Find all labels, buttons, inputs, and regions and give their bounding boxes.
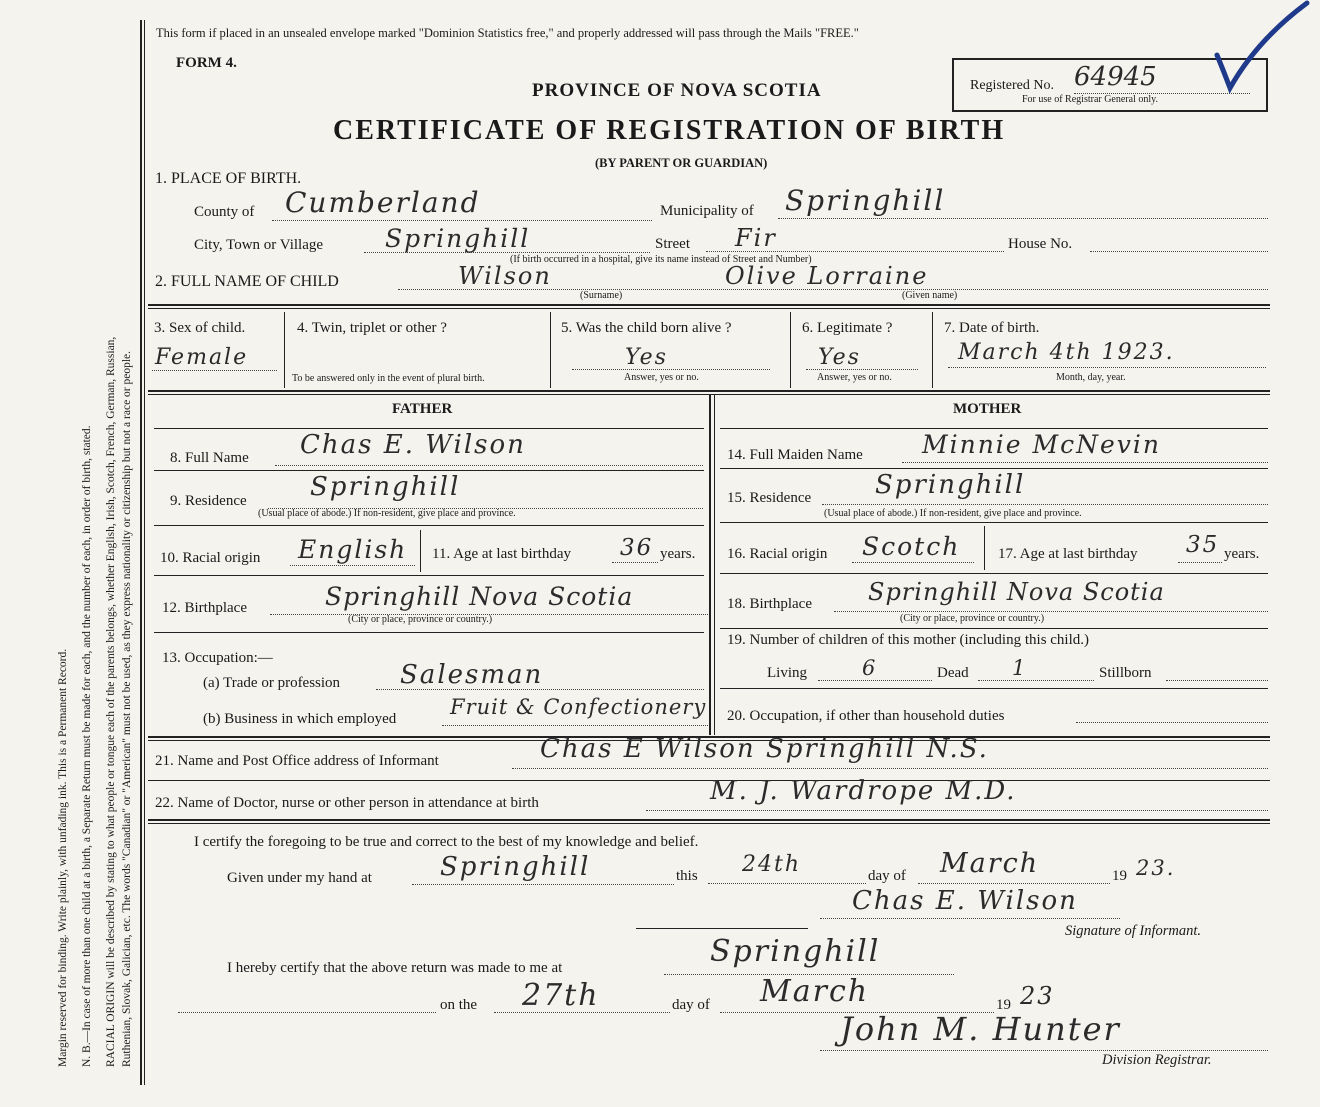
- stillborn-label: Stillborn: [1099, 665, 1152, 681]
- child-name-label: 2. FULL NAME OF CHILD: [155, 273, 339, 290]
- father-residence-label: 9. Residence: [170, 493, 247, 509]
- informant-signature-caption: Signature of Informant.: [1065, 923, 1202, 939]
- legitimate-caption: Answer, yes or no.: [817, 372, 892, 383]
- hospital-note: (If birth occurred in a hospital, give its name instead of Street and Number): [510, 254, 812, 265]
- father-birthplace-caption: (City or place, province or country.): [348, 614, 493, 625]
- side-margin-line-4: Ruthenian, Slovak, Galician, etc. The words "Canadian" or "American" must not be used, as they express nationality or citizenship but not a race or people.: [121, 350, 133, 1067]
- registered-label: Registered No.: [970, 78, 1054, 93]
- given-year-value: 23.: [1136, 856, 1176, 880]
- dead-label: Dead: [937, 665, 969, 681]
- father-trade-label: (a) Trade or profession: [203, 675, 341, 691]
- municipality-value: Springhill: [785, 184, 946, 217]
- province-heading: PROVINCE OF NOVA SCOTIA: [532, 80, 822, 101]
- sex-value: Female: [155, 345, 249, 370]
- check-mark-icon: [1212, 0, 1312, 95]
- registrar-on-the-label: on the: [440, 997, 478, 1013]
- mother-racial-origin-value: Scotch: [862, 532, 961, 561]
- informant-label: 21. Name and Post Office address of Informant: [155, 753, 439, 769]
- mother-age-value: 35: [1186, 532, 1220, 558]
- form-left-border-inner: [144, 20, 145, 1085]
- registrar-signature: John M. Hunter: [840, 1010, 1121, 1048]
- given-place-value: Springhill: [440, 852, 591, 882]
- father-residence-caption: (Usual place of abode.) If non-resident, give place and province.: [258, 508, 516, 519]
- mother-racial-origin-label: 16. Racial origin: [727, 546, 828, 562]
- living-value: 6: [862, 656, 878, 680]
- registrar-day-value: 27th: [522, 978, 600, 1013]
- informant-value: Chas E Wilson Springhill N.S.: [540, 734, 989, 764]
- mother-birthplace-value: Springhill Nova Scotia: [868, 578, 1165, 606]
- legitimate-label: 6. Legitimate ?: [802, 320, 893, 336]
- registrar-place-value: Springhill: [710, 934, 881, 969]
- certificate-subtitle: (BY PARENT OR GUARDIAN): [595, 156, 768, 170]
- form-number: FORM 4.: [176, 55, 237, 71]
- father-occupation-label: 13. Occupation:—: [162, 650, 273, 666]
- side-margin: [55, 15, 145, 1085]
- mother-name-label: 14. Full Maiden Name: [727, 447, 863, 463]
- county-label: County of: [194, 204, 255, 220]
- born-alive-label: 5. Was the child born alive ?: [561, 320, 732, 336]
- given-month-value: March: [940, 848, 1040, 879]
- given-name-caption: (Given name): [902, 290, 958, 301]
- county-value: Cumberland: [285, 186, 481, 219]
- informant-signature: Chas E. Wilson: [852, 886, 1078, 916]
- mother-age-unit: years.: [1224, 546, 1260, 562]
- father-racial-origin-label: 10. Racial origin: [160, 550, 261, 566]
- mother-occupation-label: 20. Occupation, if other than household duties: [727, 708, 1005, 724]
- registered-number: 64945: [1074, 62, 1157, 92]
- municipality-label: Municipality of: [660, 203, 754, 219]
- date-of-birth-caption: Month, day, year.: [1056, 372, 1126, 383]
- place-of-birth-heading: 1. PLACE OF BIRTH.: [155, 170, 302, 187]
- street-value: Fir: [735, 224, 777, 252]
- born-alive-caption: Answer, yes or no.: [624, 372, 699, 383]
- certificate-title: CERTIFICATE OF REGISTRATION OF BIRTH: [333, 115, 1006, 146]
- sex-label: 3. Sex of child.: [154, 320, 246, 336]
- twin-note: To be answered only in the event of plural birth.: [292, 373, 485, 384]
- legitimate-value: Yes: [818, 345, 861, 370]
- mother-birthplace-caption: (City or place, province or country.): [900, 613, 1045, 624]
- father-name-value: Chas E. Wilson: [300, 430, 526, 460]
- given-day-of-label: day of: [868, 868, 906, 884]
- side-margin-line-3: RACIAL ORIGIN will be described by stating to what people or tongue each of the parents belongs, whether English, Irish, Scotch, French, German, Russian,: [105, 336, 117, 1067]
- father-birthplace-value: Springhill Nova Scotia: [325, 582, 634, 611]
- father-age-unit: years.: [660, 546, 696, 562]
- mother-residence-label: 15. Residence: [727, 490, 812, 506]
- father-age-label: 11. Age at last birthday: [432, 546, 571, 562]
- father-residence-value: Springhill: [310, 472, 461, 502]
- dead-value: 1: [1012, 656, 1028, 680]
- registrar-year-value: 23: [1020, 982, 1055, 1010]
- registrar-caption: Division Registrar.: [1102, 1052, 1212, 1068]
- side-margin-line-1: Margin reserved for binding. Write plainly, with unfading ink. This is a Permanent Record.: [57, 648, 69, 1067]
- father-trade-value: Salesman: [400, 660, 544, 690]
- child-given-name-value: Olive Lorraine: [725, 262, 929, 290]
- date-of-birth-value: March 4th 1923.: [958, 340, 1175, 365]
- registrar-statement: I hereby certify that the above return was made to me at: [227, 960, 563, 976]
- house-number-label: House No.: [1008, 236, 1073, 252]
- street-label: Street: [655, 236, 690, 252]
- registrar-day-of-label: day of: [672, 997, 710, 1013]
- mother-residence-caption: (Usual place of abode.) If non-resident, give place and province.: [824, 508, 1082, 519]
- child-surname-value: Wilson: [458, 262, 552, 290]
- registrar-year-prefix: 19: [996, 997, 1011, 1013]
- father-name-label: 8. Full Name: [170, 450, 249, 466]
- this-label: this: [676, 868, 698, 884]
- registrar-month-value: March: [760, 974, 870, 1009]
- registrar-note: For use of Registrar General only.: [1022, 94, 1158, 105]
- surname-caption: (Surname): [580, 290, 623, 301]
- children-count-label: 19. Number of children of this mother (including this child.): [727, 632, 1090, 648]
- city-label: City, Town or Village: [194, 237, 324, 253]
- certification-statement: I certify the foregoing to be true and correct to the best of my knowledge and belief.: [194, 834, 699, 850]
- father-racial-origin-value: English: [298, 535, 408, 564]
- mother-birthplace-label: 18. Birthplace: [727, 596, 812, 612]
- city-value: Springhill: [385, 224, 531, 253]
- date-of-birth-label: 7. Date of birth.: [944, 320, 1040, 336]
- mother-heading: MOTHER: [953, 401, 1022, 417]
- twin-label: 4. Twin, triplet or other ?: [297, 320, 447, 336]
- father-birthplace-label: 12. Birthplace: [162, 600, 247, 616]
- mother-name-value: Minnie McNevin: [922, 430, 1162, 459]
- given-under-label: Given under my hand at: [227, 870, 372, 886]
- born-alive-value: Yes: [625, 345, 668, 370]
- form-left-border: [140, 20, 142, 1085]
- father-business-value: Fruit & Confectionery: [450, 695, 707, 719]
- living-label: Living: [767, 665, 807, 681]
- doctor-label: 22. Name of Doctor, nurse or other person in attendance at birth: [155, 795, 539, 811]
- given-year-prefix: 19: [1112, 868, 1127, 884]
- father-age-value: 36: [620, 535, 654, 561]
- side-margin-line-2: N. B.—In case of more than one child at a birth, a Separate Return must be made for each, and the number of each, in order of birth, stated.: [81, 425, 93, 1067]
- doctor-value: M. J. Wardrope M.D.: [710, 776, 1017, 806]
- mother-age-label: 17. Age at last birthday: [998, 546, 1138, 562]
- postal-note: This form if placed in an unsealed envelope marked "Dominion Statistics free," and properly addressed will pass through the Mails "FREE.": [156, 26, 859, 40]
- father-heading: FATHER: [392, 401, 453, 417]
- father-business-label: (b) Business in which employed: [203, 711, 397, 727]
- given-day-value: 24th: [742, 852, 802, 877]
- mother-residence-value: Springhill: [875, 470, 1026, 500]
